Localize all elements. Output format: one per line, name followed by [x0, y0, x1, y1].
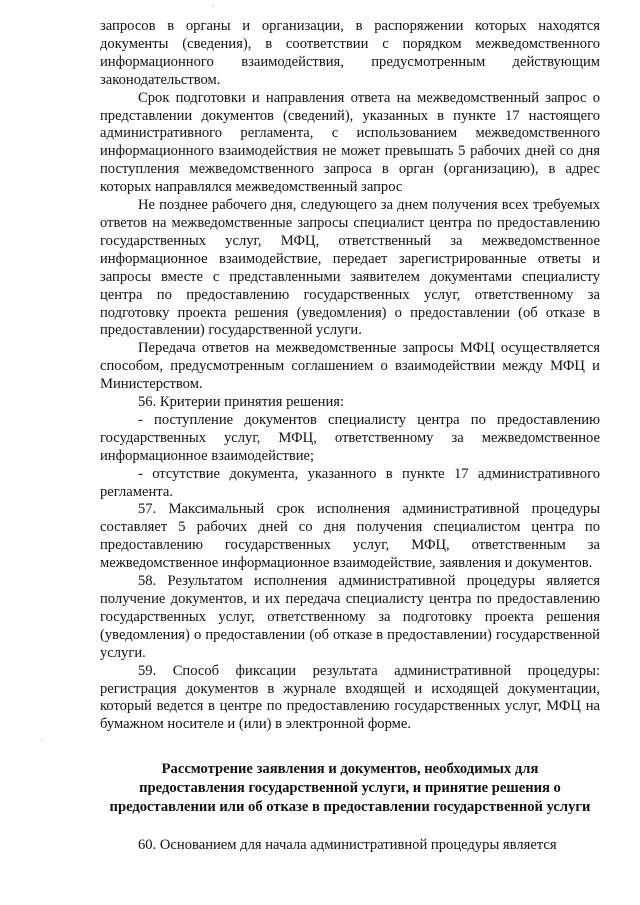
- scan-mark: ·: [212, 2, 215, 10]
- list-heading-56: 56. Критерии принятия решения:: [138, 394, 345, 411]
- paragraph: Срок подготовки и направления ответа на межведомственный запрос о представлении документов (сведений), указанных в пункте 17 настоящего административного регламента, с использованием межведомственного информационного взаимодействия не может превышать 5 рабочих дней со дня поступления межведомственного запроса в орган (организацию), в адрес которых направлялся межведомственный запрос: [100, 89, 600, 196]
- scan-mark: ·: [41, 736, 44, 744]
- section-heading: [100, 760, 600, 817]
- paragraph: запросов в органы и организации, в распоряжении которых находятся документы (сведения), в соответствии с порядком межведомственного информационного взаимодействия, предусмотренным действующим законодательством.: [100, 18, 600, 88]
- paragraph: Передача ответов на межведомственные запросы МФЦ осуществляется способом, предусмотренным соглашением о взаимодействии между МФЦ и Министерством.: [100, 340, 600, 393]
- paragraph-59: 59. Способ фиксации результата административной процедуры: регистрация документов в журнале входящей и исходящей документации, который ведется в центре по предоставлению государственных услуг, МФЦ на бумажном носителе и (или) в электронной форме.: [100, 662, 600, 733]
- list-item: - отсутствие документа, указанного в пункте 17 административного регламента.: [100, 465, 600, 500]
- list-item: - поступление документов специалисту центра по предоставлению государственных услуг, МФЦ, ответственному за межведомственное информационное взаимодействие;: [100, 411, 600, 464]
- paragraph-58: 58. Результатом исполнения административной процедуры является получение документов, и их передача специалисту центра по предоставлению государственных услуг, ответственному за подготовку проекта решения (уведомления) о предоставлении (об отказе в предоставлении) государственной услуги.: [100, 573, 600, 661]
- paragraph-57: 57. Максимальный срок исполнения административной процедуры составляет 5 рабочих дней со дня получения специалистом центра по предоставлению государственных услуг, МФЦ, ответственным за межведомственное информационное взаимодействие, заявления и документов.: [100, 501, 600, 572]
- section-heading-line: Рассмотрение заявления и документов, необходимых для: [161, 761, 539, 778]
- document-body: [100, 18, 600, 855]
- paragraph: Не позднее рабочего дня, следующего за днем получения всех требуемых ответов на межведомственные запросы специалист центра по предоставлению государственных услуг, МФЦ, ответственный за межведомственное информационное взаимодействие, передает зарегистрированные ответы и запросы вместе с представленными заявителем документами специалисту центра по предоставлению государственных услуг, ответственному за подготовку проекта решения (уведомления) о предоставлении (об отказе в предоставлении) государственной услуги.: [100, 197, 600, 339]
- paragraph-60: 60. Основанием для начала административной процедуры является: [138, 837, 557, 854]
- section-heading-line: предоставления государственной услуги, и принятие решения о: [139, 780, 561, 797]
- section-heading-line: предоставлении или об отказе в предоставлении государственной услуги: [109, 799, 591, 816]
